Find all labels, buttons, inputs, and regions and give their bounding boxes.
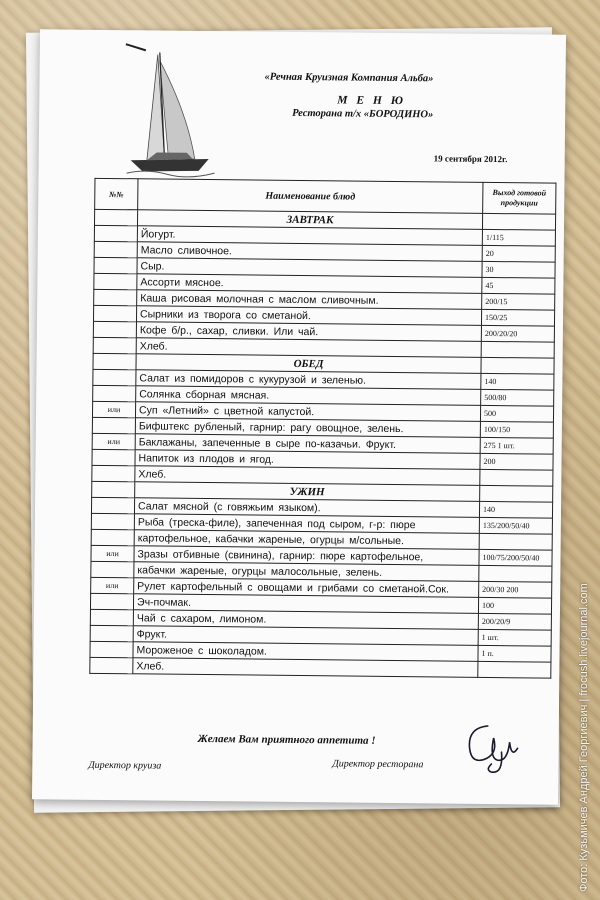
row-number	[90, 625, 133, 641]
dish-output: 200/20/9	[478, 613, 551, 630]
header-dish-name: Наименование блюд	[138, 179, 483, 214]
row-number	[90, 609, 133, 625]
dish-output: 1 п.	[478, 645, 551, 662]
row-number	[92, 449, 135, 465]
dish-output	[480, 469, 553, 486]
row-number	[94, 257, 137, 273]
dish-name: Суп «Летний» с цветной капустой.	[135, 402, 480, 422]
dish-output: 500	[480, 405, 553, 422]
dish-output: 135/200/50/40	[479, 517, 552, 534]
row-number	[93, 321, 136, 337]
dish-name: Фрукт.	[133, 626, 478, 646]
dish-output: 140	[481, 373, 554, 390]
company-name: «Речная Круизная Компания Альба»	[264, 71, 434, 85]
photo-credit-watermark: Фото: Кузьмичев Андрей Георгиевич | frocush.livejournal.com	[578, 583, 590, 892]
dish-output	[481, 341, 554, 358]
dish-output: 100/150	[480, 421, 553, 438]
table-row	[90, 657, 551, 678]
dish-name: Салат мясной (с говяжьим языком).	[134, 498, 479, 518]
dish-name: Хлеб.	[136, 338, 481, 358]
dish-output: 200/20/20	[481, 325, 554, 342]
row-number	[94, 241, 137, 257]
dish-name: Эч-почмак.	[133, 594, 478, 614]
row-number	[92, 465, 135, 481]
header-output: Выход готовой продукции	[483, 182, 556, 214]
dish-output: 150/25	[481, 309, 554, 326]
row-number	[91, 529, 134, 545]
menu-date: 19 сентября 2012г.	[433, 153, 508, 165]
section-output-cell	[482, 213, 555, 230]
section-output-cell	[480, 485, 553, 502]
section-output-cell	[481, 357, 554, 374]
closing-wish: Желаем Вам приятного аппетита !	[197, 732, 376, 747]
dish-output: 200	[480, 453, 553, 470]
page-title: М Е Н Ю	[337, 94, 407, 108]
row-number	[91, 561, 134, 577]
dish-name: Ассорти мясное.	[137, 274, 482, 294]
row-number: или	[91, 577, 134, 593]
row-number	[90, 641, 133, 657]
dish-name: Хлеб.	[133, 658, 478, 678]
dish-output: 100	[478, 597, 551, 614]
dish-output: 30	[482, 261, 555, 278]
row-number	[94, 273, 137, 289]
director-restaurant-label: Директор ресторана	[332, 758, 424, 771]
dish-name: Сырники из творога со сметаной.	[136, 306, 481, 326]
dish-name: Мороженое с шоколадом.	[133, 642, 478, 662]
menu-table-body	[90, 209, 556, 678]
table-header-row	[95, 178, 556, 214]
dish-name: Баклажаны, запеченные в сыре по-казачьи. Фрукт.	[135, 434, 480, 454]
header-number: №№	[95, 178, 138, 209]
section-title: ОБЕД	[136, 354, 481, 374]
section-number-cell	[93, 353, 136, 369]
dish-output: 200/15	[482, 293, 555, 310]
dish-output: 140	[479, 501, 552, 518]
dish-name: Чай с сахаром, лимоном.	[133, 610, 478, 630]
row-number: или	[92, 433, 135, 449]
dish-name: кабачки жареные, огурцы малосольные, зелень.	[134, 562, 479, 582]
dish-output: 1 шт.	[478, 629, 551, 646]
signature-icon	[457, 718, 528, 779]
sailboat-icon	[116, 42, 227, 183]
dish-name: Масло сливочное.	[137, 242, 482, 262]
row-number	[90, 593, 133, 609]
dish-output	[478, 661, 551, 678]
dish-name: Рыба (треска-филе), запеченная под сыром, г-р: пюре	[134, 514, 479, 534]
row-number	[93, 385, 136, 401]
dish-name: Напиток из плодов и ягод.	[135, 450, 480, 470]
dish-name: Хлеб.	[135, 466, 480, 486]
row-number: или	[91, 545, 134, 561]
row-number	[94, 225, 137, 241]
dish-output	[479, 533, 552, 550]
dish-name: Солянка сборная мясная.	[136, 386, 481, 406]
dish-output: 1/115	[482, 229, 555, 246]
section-title: УЖИН	[135, 482, 480, 502]
row-number	[93, 305, 136, 321]
dish-name: Зразы отбивные (свинина), гарнир: пюре картофельное,	[134, 546, 479, 566]
section-number-cell	[92, 481, 135, 497]
section-number-cell	[94, 209, 137, 225]
dish-name: Салат из помидоров с кукурузой и зеленью.	[136, 370, 481, 390]
dish-output: 20	[482, 245, 555, 262]
row-number	[94, 289, 137, 305]
dish-name: Бифштекс рубленый, гарнир: рагу овощное, зелень.	[135, 418, 480, 438]
section-title: ЗАВТРАК	[137, 210, 482, 230]
row-number	[91, 513, 134, 529]
dish-output: 500/80	[481, 389, 554, 406]
dish-name: картофельное, кабачки жареные, огурцы м/сольные.	[134, 530, 479, 550]
menu-sheet	[32, 29, 566, 804]
menu-table	[89, 178, 556, 679]
row-number	[92, 417, 135, 433]
dish-name: Сыр.	[137, 258, 482, 278]
dish-name: Йогурт.	[137, 226, 482, 246]
row-number	[93, 337, 136, 353]
row-number	[93, 369, 136, 385]
dish-output: 45	[482, 277, 555, 294]
dish-name: Кофе б/р., сахар, сливки. Или чай.	[136, 322, 481, 342]
restaurant-name: Ресторана т/х «БОРОДИНО»	[292, 107, 434, 121]
dish-name: Рулет картофельный с овощами и грибами со сметаной.Сок.	[134, 578, 479, 598]
dish-name: Каша рисовая молочная с маслом сливочным.	[137, 290, 482, 310]
row-number	[91, 497, 134, 513]
dish-output	[479, 565, 552, 582]
row-number	[90, 657, 133, 673]
dish-output: 275 1 шт.	[480, 437, 553, 454]
dish-output: 100/75/200/50/40	[479, 549, 552, 566]
row-number: или	[92, 401, 135, 417]
dish-output: 200/30 200	[479, 581, 552, 598]
director-cruise-label: Директор круиза	[88, 759, 162, 772]
